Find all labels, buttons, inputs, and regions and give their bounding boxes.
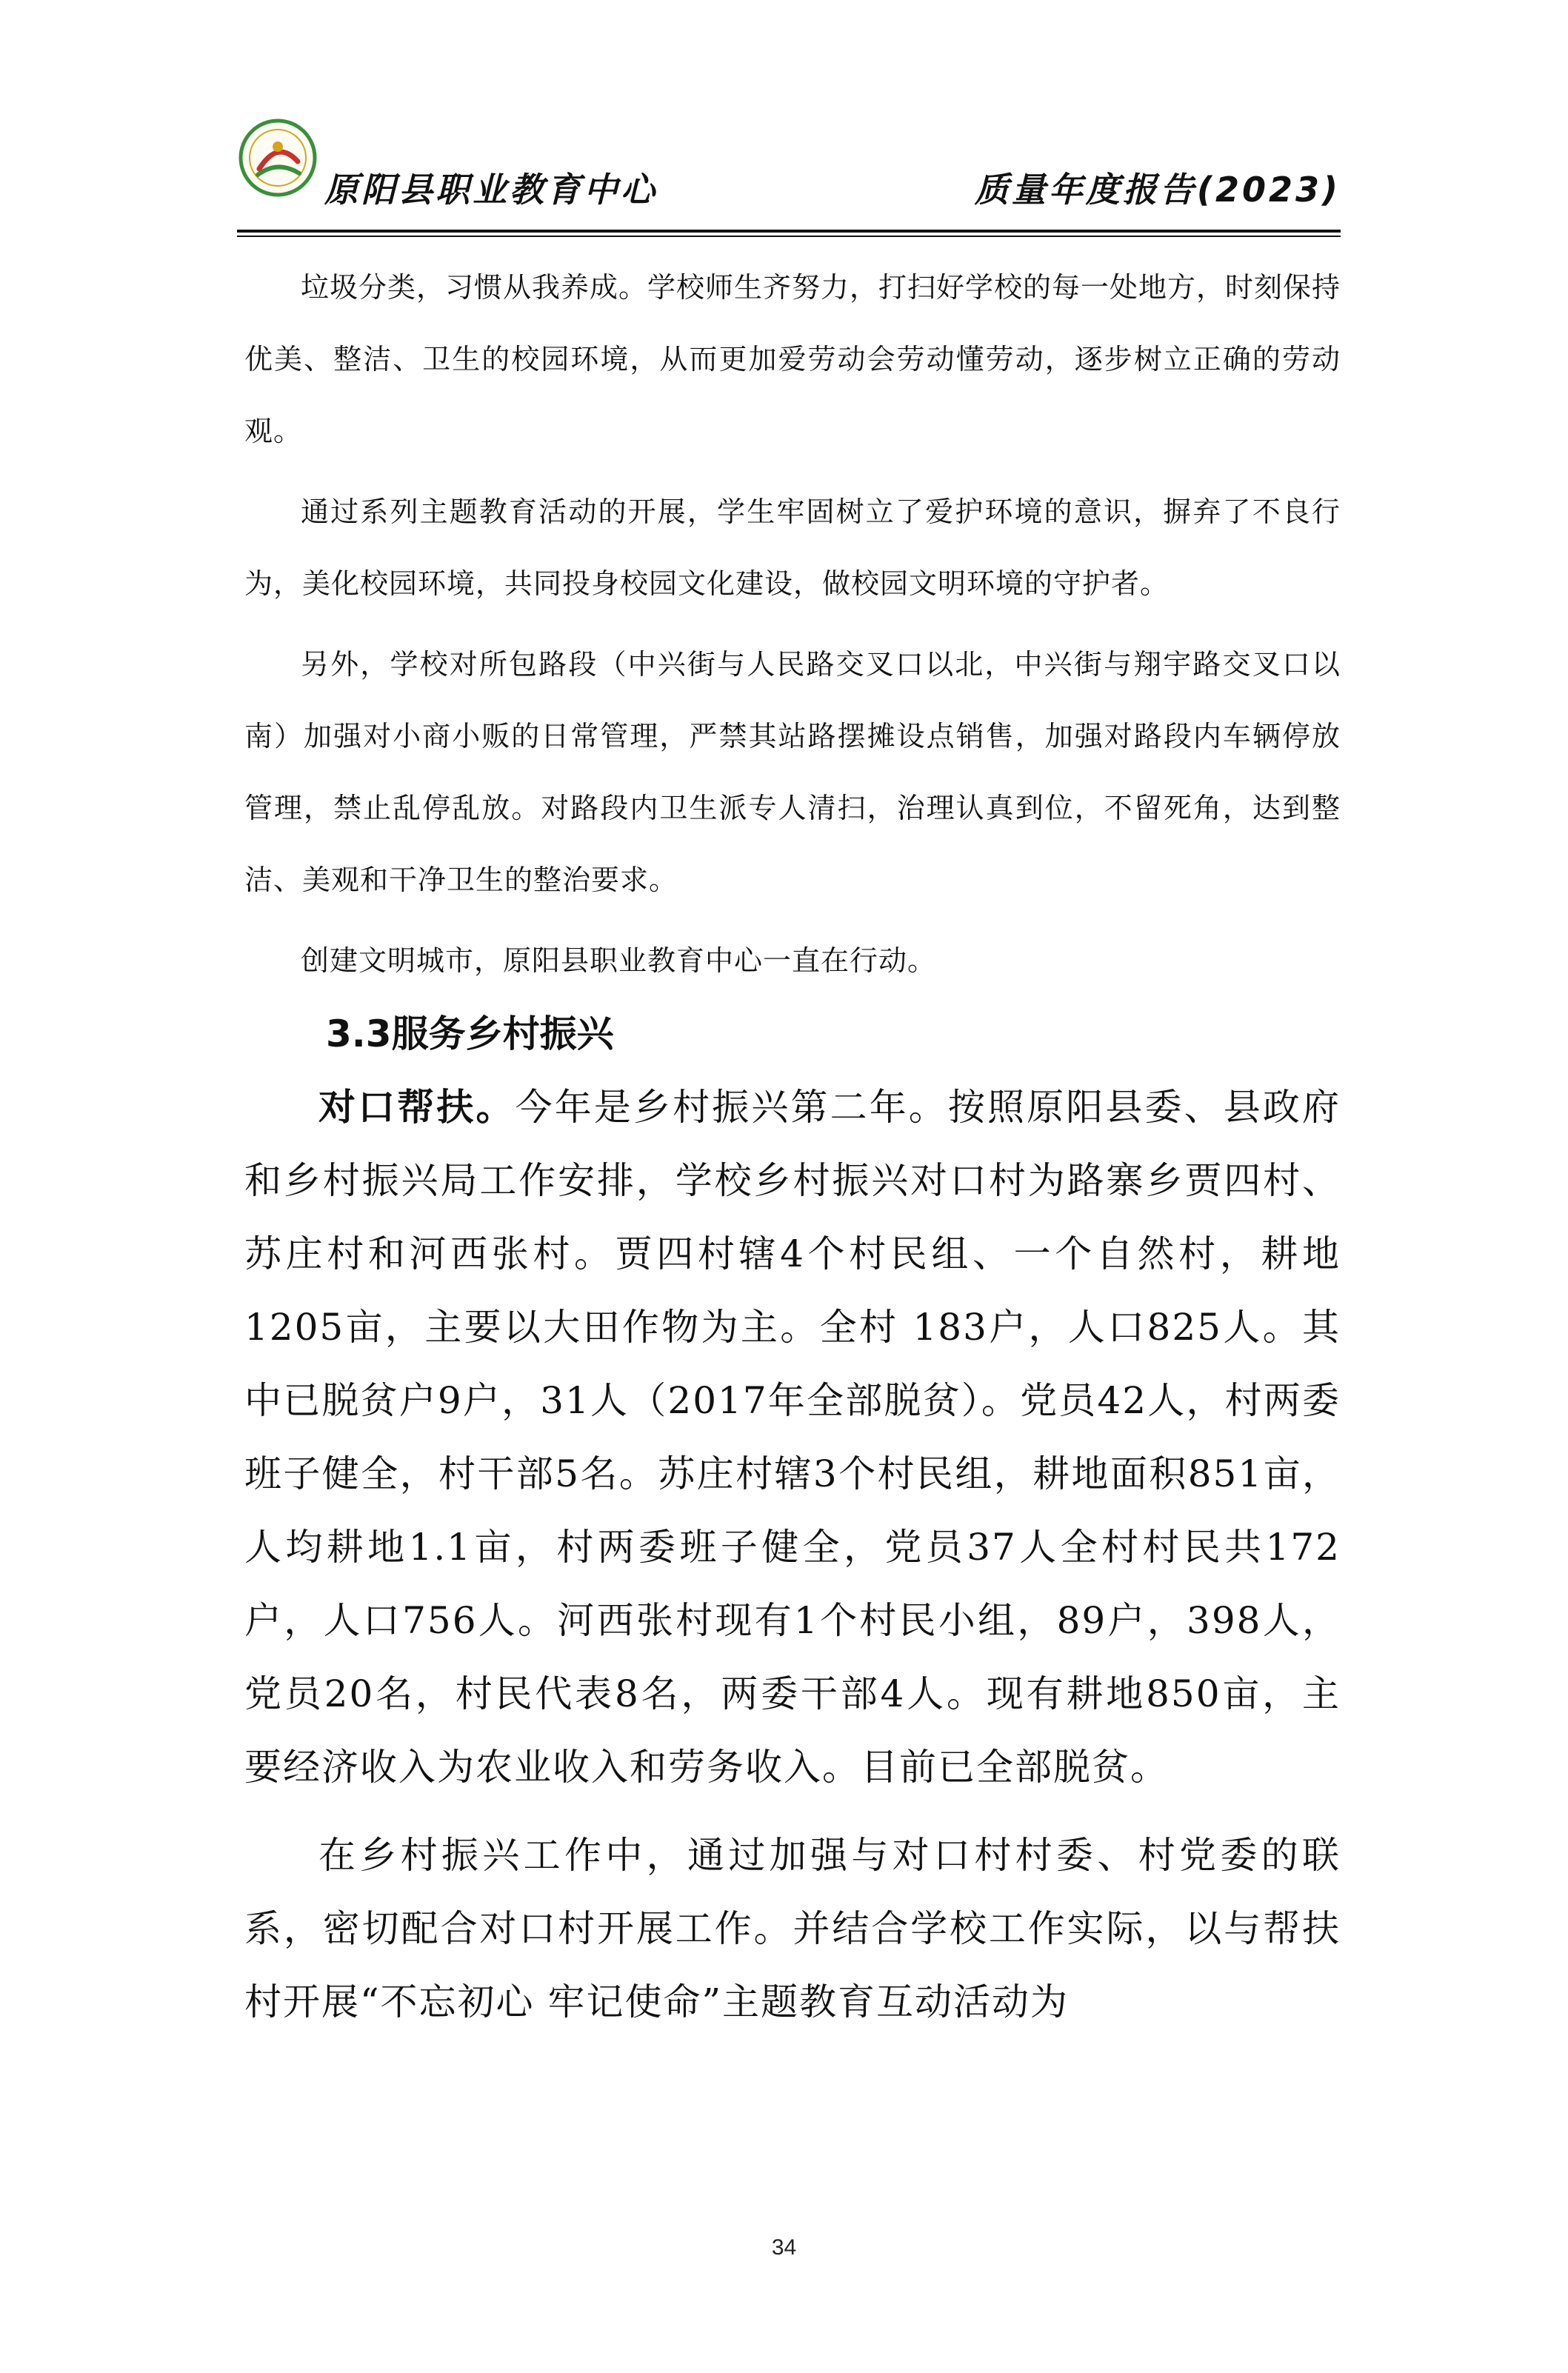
paragraph-garbage-sorting: 垃圾分类，习惯从我养成。学校师生齐努力，打扫好学校的每一处地方，时刻保持优美、整洁、卫生的校园环境，从而更加爱劳动会劳动懂劳动，逐步树立正确的劳动观。: [244, 271, 1341, 447]
paragraph-rural-revitalization-work: 在乡村振兴工作中，通过加强与对口村村委、村党委的联系，密切配合对口村开展工作。并结合学校工作实际，以与帮扶村开展“不忘初心 牢记使命”主题教育互动活动为: [244, 1834, 1341, 2023]
document-body: [244, 252, 1341, 2039]
page-header: [237, 111, 1341, 233]
paragraph-civilized-city: 创建文明城市，原阳县职业教育中心一直在行动。: [301, 944, 937, 977]
paragraph-paired-assistance: [244, 1071, 1341, 1804]
page-number: 34: [771, 2235, 797, 2260]
school-emblem-icon: [237, 117, 318, 198]
paragraph-theme-education: 通过系列主题教育活动的开展，学生牢固树立了爱护环境的意识，摒弃了不良行为，美化校园环境，共同投身校园文化建设，做校园文明环境的守护者。: [244, 495, 1341, 600]
section-heading: 3.3服务乡村振兴: [326, 1012, 614, 1055]
paragraph-paired-assistance-text: 今年是乡村振兴第二年。按照原阳县委、县政府和乡村振兴局工作安排，学校乡村振兴对口村为路寨乡贾四村、苏庄村和河西张村。贾四村辖4个村民组、一个自然村，耕地1205亩，主要以大田作物为主。全村 183户，人口825人。其中已脱贫户9户，31人（2017年全部脱贫）。党员42人，村两委班子健全，村干部5名。苏庄村辖3个村民组，耕地面积851亩，人均耕地1.1亩，村两委班子健全，党员37人全村村民共172户，人口756人。河西张村现有1个村民小组，89户，398人，党员20名，村民代表8名，两委干部4人。现有耕地850亩，主要经济收入为农业收入和劳务收入。目前已全部脱贫。: [244, 1086, 1341, 1789]
paragraph-lead-label: 对口帮扶。: [318, 1086, 516, 1129]
school-name: 原阳县职业教育中心: [324, 170, 658, 210]
paragraph-road-management: 另外，学校对所包路段（中兴街与人民路交叉口以北，中兴街与翔宇路交叉口以南）加强对小商小贩的日常管理，严禁其站路摆摊设点销售，加强对路段内车辆停放管理，禁止乱停乱放。对路段内卫生派专人清扫，治理认真到位，不留死角，达到整洁、美观和干净卫生的整治要求。: [244, 648, 1341, 896]
report-title: 质量年度报告(2023): [974, 170, 1341, 210]
